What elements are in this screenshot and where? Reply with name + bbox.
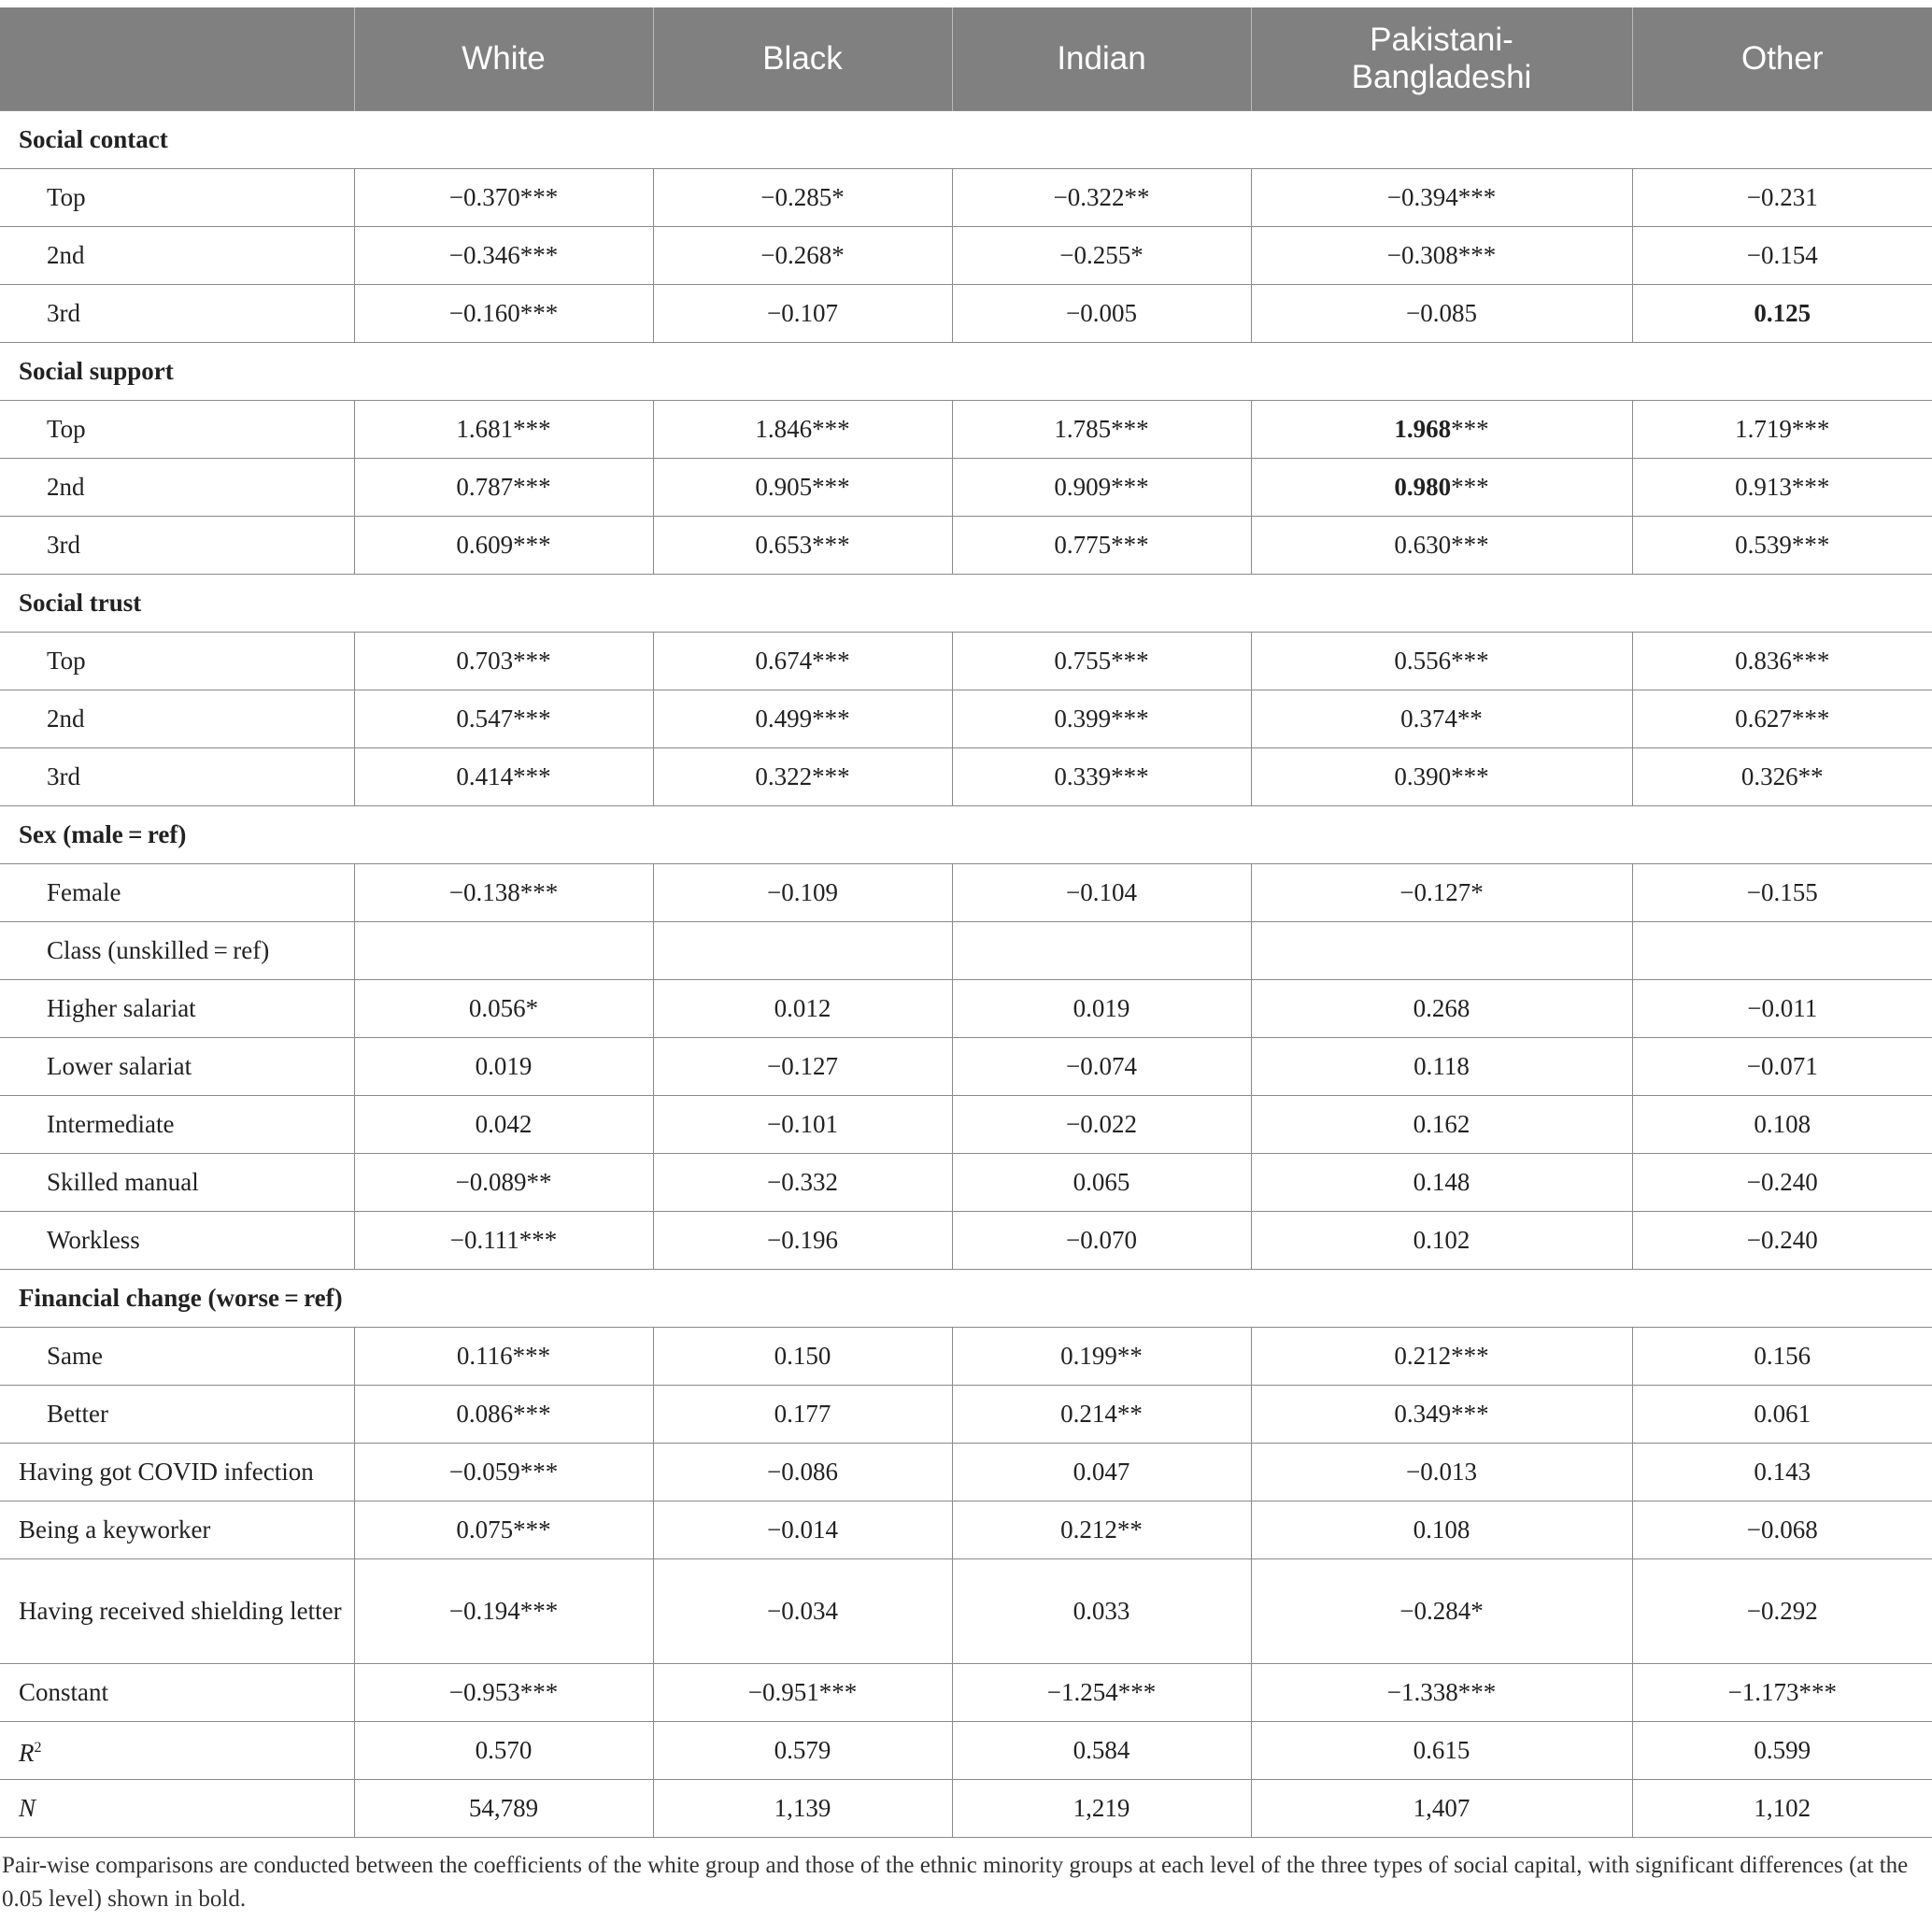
table-cell: 0.399*** — [952, 690, 1251, 747]
row-label: Class (unskilled = ref) — [0, 921, 354, 979]
table-row — [0, 168, 1932, 226]
table-cell: 0.909*** — [952, 458, 1251, 516]
table-cell: 0.199** — [952, 1327, 1251, 1385]
row-label: Having got COVID infection — [0, 1443, 354, 1501]
table-cell: 0.148 — [1251, 1153, 1632, 1211]
table-cell: 0.108 — [1632, 1095, 1932, 1153]
table-cell: −0.085 — [1251, 284, 1632, 342]
table-cell: −0.332 — [653, 1153, 952, 1211]
section-label: Financial change (worse = ref) — [0, 1269, 1932, 1327]
regression-table — [0, 7, 1932, 1838]
table-row — [0, 226, 1932, 284]
table-cell: 54,789 — [354, 1779, 653, 1837]
table-cell: −0.292 — [1632, 1558, 1932, 1663]
table-cell: −0.951*** — [653, 1663, 952, 1721]
table-cell: −0.255* — [952, 226, 1251, 284]
section-label: Social support — [0, 342, 1932, 400]
table-cell: 0.162 — [1251, 1095, 1632, 1153]
table-cell: 0.118 — [1251, 1037, 1632, 1095]
section-row — [0, 342, 1932, 400]
section-row — [0, 1269, 1932, 1327]
table-row — [0, 1663, 1932, 1721]
table-cell: 0.703*** — [354, 632, 653, 690]
table-cell: 0.836*** — [1632, 632, 1932, 690]
table-cell: −0.005 — [952, 284, 1251, 342]
header-row — [0, 7, 1932, 110]
table-cell: −0.127 — [653, 1037, 952, 1095]
table-cell: −0.014 — [653, 1501, 952, 1558]
table-cell: −0.285* — [653, 168, 952, 226]
table-row — [0, 921, 1932, 979]
table-cell: −0.101 — [653, 1095, 952, 1153]
header-cell-blank — [0, 7, 354, 110]
table-cell: −0.011 — [1632, 979, 1932, 1037]
table-cell: −0.155 — [1632, 863, 1932, 921]
row-label-superscript: 2 — [34, 1739, 42, 1756]
table-cell: 0.065 — [952, 1153, 1251, 1211]
section-row — [0, 574, 1932, 632]
table-cell: 1.846*** — [653, 400, 952, 458]
section-label: Social trust — [0, 574, 1932, 632]
row-label: Female — [0, 863, 354, 921]
table-cell: −1.254*** — [952, 1663, 1251, 1721]
table-cell: −0.346*** — [354, 226, 653, 284]
table-cell: 0.212*** — [1251, 1327, 1632, 1385]
header-cell-pakistani-bangladeshi — [1251, 7, 1632, 110]
table-cell: 0.609*** — [354, 516, 653, 574]
table-cell: 0.579 — [653, 1721, 952, 1779]
table-row — [0, 1721, 1932, 1779]
table-cell: 0.627*** — [1632, 690, 1932, 747]
table-cell: −0.370*** — [354, 168, 653, 226]
table-cell: 1.681*** — [354, 400, 653, 458]
table-cell: −0.104 — [952, 863, 1251, 921]
header-cell-other: Other — [1632, 7, 1932, 110]
table-cell: 0.755*** — [952, 632, 1251, 690]
table-cell: 0.177 — [653, 1385, 952, 1443]
table-cell: 0.061 — [1632, 1385, 1932, 1443]
table-cell: −0.086 — [653, 1443, 952, 1501]
table-cell: −1.338*** — [1251, 1663, 1632, 1721]
table-cell: −0.231 — [1632, 168, 1932, 226]
table-cell: −0.394*** — [1251, 168, 1632, 226]
row-label: 3rd — [0, 284, 354, 342]
table-row — [0, 1501, 1932, 1558]
table-row — [0, 1327, 1932, 1385]
row-label — [0, 1779, 354, 1837]
table-cell: −0.160*** — [354, 284, 653, 342]
section-label: Social contact — [0, 110, 1932, 168]
table-cell: 0.033 — [952, 1558, 1251, 1663]
header-pak-line1: Pakistani- — [1370, 21, 1513, 58]
row-label: Constant — [0, 1663, 354, 1721]
table-row — [0, 690, 1932, 747]
table-row — [0, 1443, 1932, 1501]
table-cell: 0.056* — [354, 979, 653, 1037]
table-cell: −0.194*** — [354, 1558, 653, 1663]
table-cell: 0.584 — [952, 1721, 1251, 1779]
header-cell-black: Black — [653, 7, 952, 110]
table-cell: −0.308*** — [1251, 226, 1632, 284]
row-label-symbol: N — [19, 1794, 36, 1822]
bold-value: 1.968 — [1394, 415, 1452, 443]
table-cell: 0.012 — [653, 979, 952, 1037]
row-label: Top — [0, 400, 354, 458]
row-label: Higher salariat — [0, 979, 354, 1037]
table-body — [0, 110, 1932, 1837]
table-cell — [354, 921, 653, 979]
table-row — [0, 632, 1932, 690]
table-cell: 1,102 — [1632, 1779, 1932, 1837]
table-cell: −0.013 — [1251, 1443, 1632, 1501]
table-cell: 1,407 — [1251, 1779, 1632, 1837]
table-row — [0, 1095, 1932, 1153]
table-cell: −0.074 — [952, 1037, 1251, 1095]
table-cell: 1.785*** — [952, 400, 1251, 458]
table-cell: −0.138*** — [354, 863, 653, 921]
row-label: 3rd — [0, 516, 354, 574]
row-label: Skilled manual — [0, 1153, 354, 1211]
table-cell: 0.125 — [1632, 284, 1932, 342]
table-cell: 0.653*** — [653, 516, 952, 574]
table-cell: 0.599 — [1632, 1721, 1932, 1779]
table-cell: 1,219 — [952, 1779, 1251, 1837]
table-row — [0, 516, 1932, 574]
row-label: Top — [0, 168, 354, 226]
table-row — [0, 1153, 1932, 1211]
table-cell: −0.089** — [354, 1153, 653, 1211]
table-cell: −0.107 — [653, 284, 952, 342]
row-label: 2nd — [0, 458, 354, 516]
table-cell: −0.284* — [1251, 1558, 1632, 1663]
table-cell: −0.240 — [1632, 1211, 1932, 1269]
table-cell: 0.214** — [952, 1385, 1251, 1443]
table-cell: −0.268* — [653, 226, 952, 284]
table-cell: 0.326** — [1632, 747, 1932, 805]
table-cell: −0.109 — [653, 863, 952, 921]
section-label: Sex (male = ref) — [0, 805, 1932, 863]
table-cell: 1,139 — [653, 1779, 952, 1837]
row-label: Intermediate — [0, 1095, 354, 1153]
table-cell — [1632, 921, 1932, 979]
table-cell: −0.071 — [1632, 1037, 1932, 1095]
table-cell: −0.034 — [653, 1558, 952, 1663]
table-cell: 0.905*** — [653, 458, 952, 516]
table-cell: 0.349*** — [1251, 1385, 1632, 1443]
table-cell: −0.059*** — [354, 1443, 653, 1501]
row-label: Workless — [0, 1211, 354, 1269]
table-cell: 0.042 — [354, 1095, 653, 1153]
table-cell: 0.268 — [1251, 979, 1632, 1037]
row-label-symbol: R — [19, 1738, 35, 1767]
section-row — [0, 805, 1932, 863]
bold-value: 0.980 — [1394, 473, 1452, 501]
table-cell: −0.240 — [1632, 1153, 1932, 1211]
row-label: 2nd — [0, 690, 354, 747]
table-cell: 0.414*** — [354, 747, 653, 805]
table-cell: 0.913*** — [1632, 458, 1932, 516]
table-cell: 1.968*** — [1251, 400, 1632, 458]
table-cell: −0.111*** — [354, 1211, 653, 1269]
row-label: Lower salariat — [0, 1037, 354, 1095]
header-pak-line2: Bangladeshi — [1351, 58, 1532, 95]
table-cell: 0.980*** — [1251, 458, 1632, 516]
table-cell: 0.108 — [1251, 1501, 1632, 1558]
table-cell: 0.547*** — [354, 690, 653, 747]
row-label: Same — [0, 1327, 354, 1385]
row-label: Being a keyworker — [0, 1501, 354, 1558]
table-cell: 0.086*** — [354, 1385, 653, 1443]
table-cell: 0.075*** — [354, 1501, 653, 1558]
table-cell: 0.102 — [1251, 1211, 1632, 1269]
table-cell: 0.390*** — [1251, 747, 1632, 805]
table-cell: −0.953*** — [354, 1663, 653, 1721]
table-row — [0, 458, 1932, 516]
table-row — [0, 863, 1932, 921]
row-label — [0, 1721, 354, 1779]
row-label: 3rd — [0, 747, 354, 805]
table-cell: −0.127* — [1251, 863, 1632, 921]
table-cell: −1.173*** — [1632, 1663, 1932, 1721]
table-cell: 0.150 — [653, 1327, 952, 1385]
table-cell: −0.322** — [952, 168, 1251, 226]
table-cell: 0.212** — [952, 1501, 1251, 1558]
table-cell: 0.630*** — [1251, 516, 1632, 574]
table-cell: 0.499*** — [653, 690, 952, 747]
table-cell: 0.539*** — [1632, 516, 1932, 574]
table-cell: −0.070 — [952, 1211, 1251, 1269]
table-wrapper — [0, 7, 1932, 1916]
table-cell: 0.374** — [1251, 690, 1632, 747]
table-row — [0, 1211, 1932, 1269]
table-cell: 0.116*** — [354, 1327, 653, 1385]
table-cell: 0.143 — [1632, 1443, 1932, 1501]
table-footnote: Pair-wise comparisons are conducted between the coefficients of the white group and those of the ethnic minority groups at each level of the three types of social capital, with significant differences (at the 0.05 level) shown in bold. — [2, 1852, 1909, 1912]
table-row — [0, 1037, 1932, 1095]
table-cell: 0.019 — [952, 979, 1251, 1037]
table-cell: 0.047 — [952, 1443, 1251, 1501]
table-cell: 0.570 — [354, 1721, 653, 1779]
table-cell: −0.154 — [1632, 226, 1932, 284]
table-cell: 0.322*** — [653, 747, 952, 805]
table-row — [0, 1779, 1932, 1837]
row-label: Better — [0, 1385, 354, 1443]
table-cell — [653, 921, 952, 979]
header-cell-white: White — [354, 7, 653, 110]
table-cell: −0.068 — [1632, 1501, 1932, 1558]
table-row — [0, 400, 1932, 458]
table-cell: 0.775*** — [952, 516, 1251, 574]
section-row — [0, 110, 1932, 168]
row-label: Top — [0, 632, 354, 690]
table-cell: 0.787*** — [354, 458, 653, 516]
table-row — [0, 979, 1932, 1037]
table-row — [0, 1558, 1932, 1663]
table-cell: 0.674*** — [653, 632, 952, 690]
header-cell-indian: Indian — [952, 7, 1251, 110]
table-cell — [1251, 921, 1632, 979]
table-cell: 0.615 — [1251, 1721, 1632, 1779]
row-label: 2nd — [0, 226, 354, 284]
table-cell: 0.156 — [1632, 1327, 1932, 1385]
table-cell: −0.196 — [653, 1211, 952, 1269]
table-cell — [952, 921, 1251, 979]
table-row — [0, 747, 1932, 805]
table-row — [0, 284, 1932, 342]
table-cell: 1.719*** — [1632, 400, 1932, 458]
table-cell: −0.022 — [952, 1095, 1251, 1153]
table-cell: 0.019 — [354, 1037, 653, 1095]
table-cell: 0.556*** — [1251, 632, 1632, 690]
table-cell: 0.339*** — [952, 747, 1251, 805]
table-row — [0, 1385, 1932, 1443]
row-label: Having received shielding letter — [0, 1558, 354, 1663]
